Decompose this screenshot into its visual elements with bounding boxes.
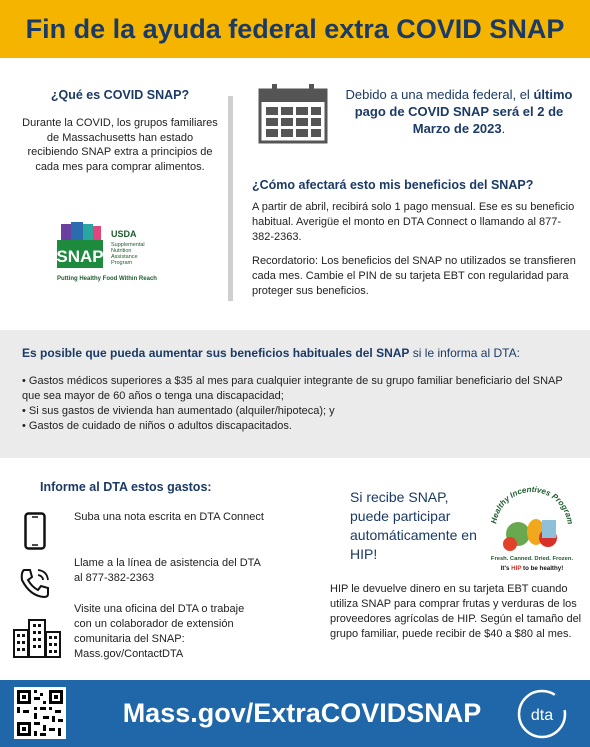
footer-url-link[interactable]: Mass.gov/ExtraCOVIDSNAP: [122, 698, 482, 728]
affect-paragraph-2: Recordatorio: Los beneficios del SNAP no utilizados se transfieren cada mes. Cambie el PIN de su tarjeta EBT con regularidad para proteger sus beneficios.: [252, 255, 576, 297]
list-item: • Gastos de cuidado de niños o adultos discapacitados.: [22, 419, 582, 434]
hip-logo-tagline: Fresh. Canned. Dried. Frozen.: [490, 556, 574, 562]
snap-logo-usda: USDA: [111, 229, 137, 239]
list-item: • Gastos médicos superiores a $35 al mes para cualquier integrante de su grupo familiar beneficiario del SNAP que sea mayor de 60 años o tenga una discapacidad;: [22, 374, 582, 404]
last-payment-period: .: [501, 121, 506, 136]
inform-option-upload: Suba una nota escrita en DTA Connect: [74, 511, 264, 523]
affect-title: ¿Cómo afectará esto mis beneficios del SNAP?: [252, 178, 534, 192]
dta-logo: [516, 688, 568, 740]
hip-logo-produce-tomato: [503, 537, 517, 551]
vertical-divider: [228, 96, 233, 301]
snap-logo-bag-blue: [71, 222, 83, 240]
what-is-title: ¿Qué es COVID SNAP?: [50, 88, 190, 102]
snap-logo-tagline: Putting Healthy Food Within Reach: [57, 276, 157, 282]
snap-logo-bag-teal: [83, 224, 93, 240]
dta-logo-text: dta: [530, 707, 554, 724]
smartphone-icon: [24, 512, 46, 550]
increase-title-bold: Es posible que pueda aumentar sus beneficios habituales del SNAP: [22, 346, 410, 360]
office-building-icon: [12, 618, 62, 658]
increase-title-rest: si le informa al DTA:: [409, 346, 520, 360]
snap-logo-line1: Supplemental: [111, 242, 145, 248]
increase-list: [22, 374, 582, 434]
hip-body: HIP le devuelve dinero en su tarjeta EBT cuando utiliza SNAP para comprar frutas y verduras de los proveedores agrícolas de HIP. Según el tamaño del grupo familiar, puede recibir de $40 a $80 al mes.: [330, 583, 582, 640]
increase-benefits-section: [0, 330, 590, 458]
hip-logo-arc: Healthy Incentives Program: [489, 484, 575, 526]
svg-text:Healthy Incentives Program: [489, 485, 575, 525]
last-payment-date: último pago de COVID SNAP será el 2 de Marzo de 2023: [354, 87, 573, 136]
qr-code[interactable]: [14, 687, 66, 739]
hip-logo: [484, 482, 580, 578]
bottom-section: [0, 458, 590, 676]
increase-title: [22, 346, 582, 360]
top-section: [0, 58, 590, 326]
calendar-icon: [258, 82, 328, 144]
snap-logo: [55, 220, 175, 296]
snap-logo-line3: Assistance: [111, 254, 138, 260]
affect-paragraph-1: A partir de abril, recibirá solo 1 pago mensual. Ese es su beneficio habitual. Averigüe el monto en DTA Connect o llamando al 877-382-2363.: [252, 201, 575, 243]
last-payment-intro: Debido a una medida federal, el: [345, 87, 530, 102]
inform-option-call: Llame a la línea de asistencia del DTA al 877-382-2363: [74, 557, 261, 584]
last-payment-notice: [336, 86, 582, 137]
hip-title: Si recibe SNAP, puede participar automáticamente en HIP!: [350, 489, 477, 562]
inform-title: Informe al DTA estos gastos:: [40, 480, 212, 494]
snap-logo-line4: Program: [111, 260, 133, 266]
hip-logo-can: [542, 520, 556, 538]
snap-logo-bag-purple: [61, 224, 71, 240]
page-title: Fin de la ayuda federal extra COVID SNAP: [25, 14, 565, 44]
what-is-body: Durante la COVID, los grupos familiares de Massachusetts han estado recibiendo SNAP extra a principios de cada mes para comprar alimentos.: [22, 117, 218, 173]
snap-logo-word: SNAP: [56, 247, 104, 266]
snap-logo-line2: Nutrition: [111, 248, 132, 254]
snap-logo-bag-pink: [93, 226, 101, 240]
inform-option-visit: Visite una oficina del DTA o trabaje con un colaborador de extensión comunitaria del SNAP: Mass.gov/ContactDTA: [74, 603, 245, 660]
list-item: • Si sus gastos de vivienda han aumentado (alquiler/hipoteca); y: [22, 404, 582, 419]
hip-logo-tagline-2: It's HIP to be healthy!: [500, 565, 564, 572]
phone-call-icon: [18, 566, 52, 600]
header-banner: [0, 0, 590, 58]
footer-banner: [0, 680, 590, 747]
